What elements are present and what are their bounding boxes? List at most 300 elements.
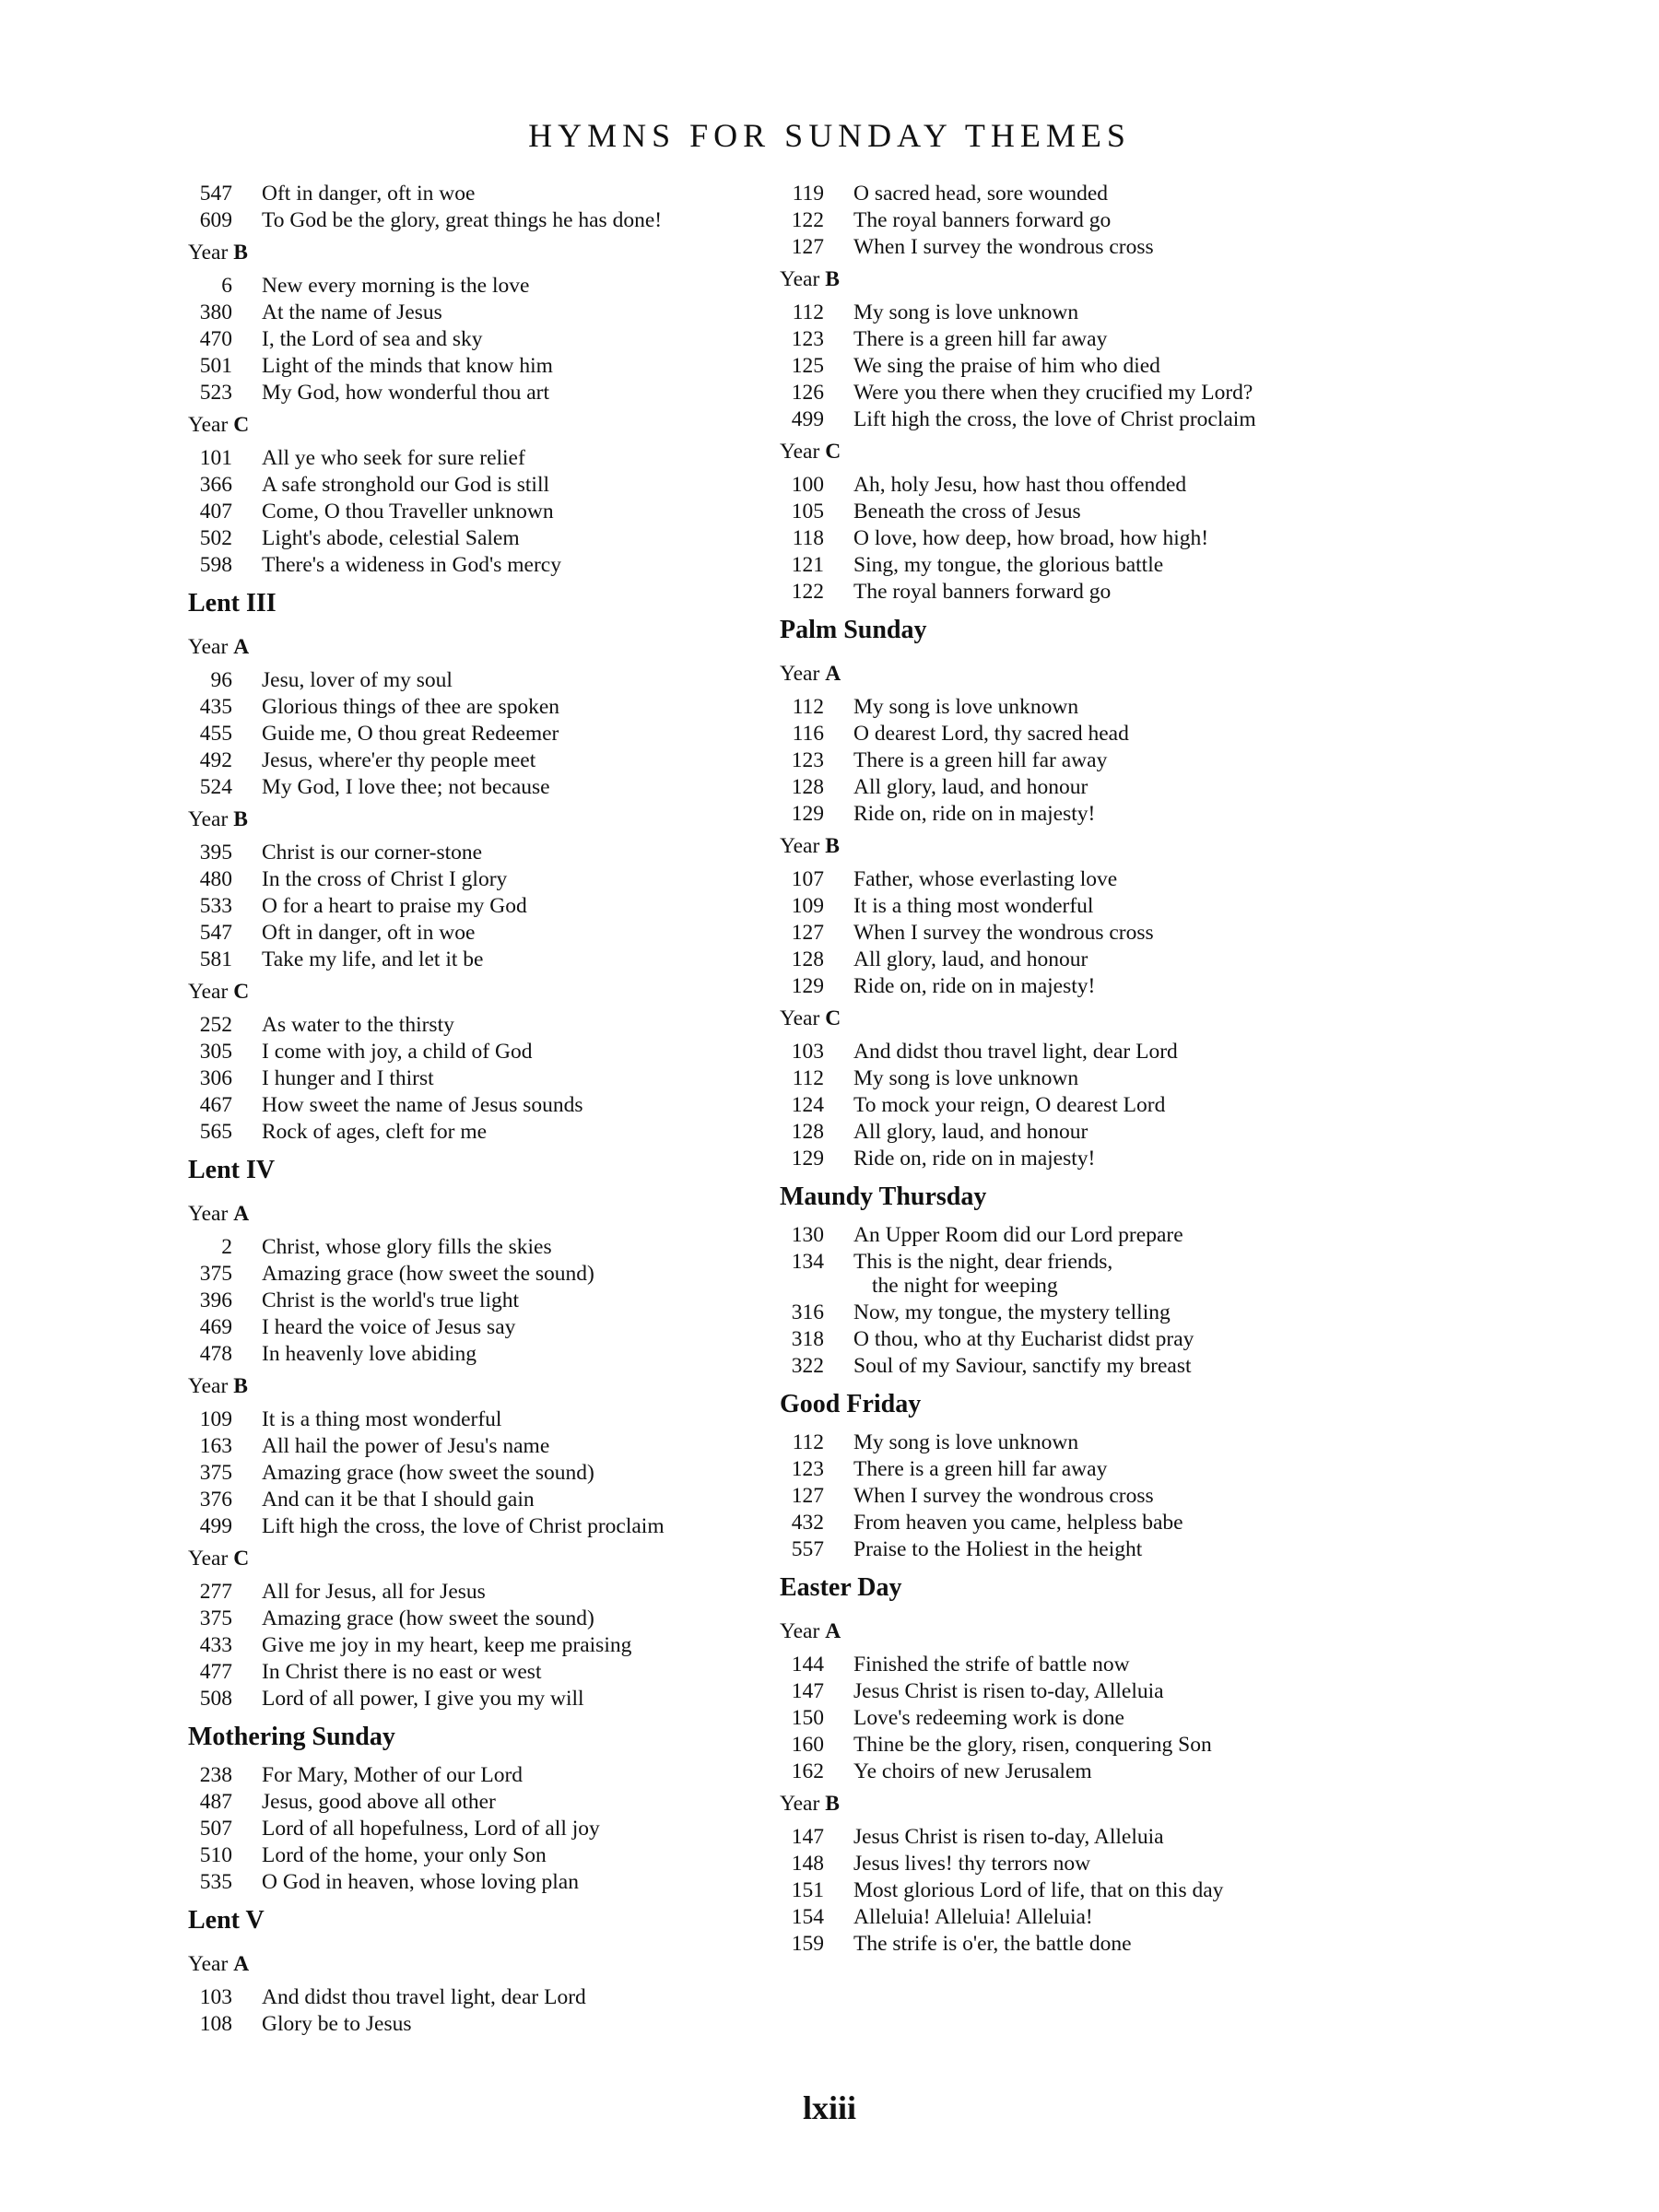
hymn-title: Lift high the cross, the love of Christ proclaim — [262, 1514, 665, 1538]
hymn-number: 501 — [199, 354, 232, 378]
hymn-title: Amazing grace (how sweet the sound) — [262, 1262, 594, 1286]
hymn-title: O dearest Lord, thy sacred head — [853, 722, 1129, 746]
hymn-entry — [188, 1869, 778, 1896]
hymn-number: 507 — [199, 1817, 232, 1841]
hymn-list — [188, 273, 778, 406]
hymn-entry — [188, 1984, 778, 2011]
hymn-list — [780, 1039, 1370, 1172]
hymn-title: At the name of Jesus — [262, 300, 442, 324]
hymn-number: 480 — [199, 867, 232, 891]
hymn-entry — [188, 1039, 778, 1065]
hymn-number: 396 — [199, 1288, 232, 1312]
year-prefix: Year — [188, 241, 229, 265]
hymn-title: Were you there when they crucified my Lord? — [853, 381, 1253, 405]
hymn-title: New every morning is the love — [262, 274, 530, 298]
year-label — [188, 1946, 778, 1983]
section-heading: Lent V — [188, 1906, 265, 1935]
hymn-list — [188, 1406, 778, 1540]
hymn-entry — [780, 893, 1370, 920]
hymn-entry — [188, 1119, 778, 1146]
hymn-number: 508 — [199, 1687, 232, 1711]
hymn-list — [188, 1012, 778, 1146]
year-label — [188, 1368, 778, 1405]
hymn-entry — [780, 973, 1370, 1000]
hymn-list — [188, 840, 778, 973]
hymn-entry-continuation — [780, 1273, 1370, 1300]
hymn-title: And didst thou travel light, dear Lord — [853, 1040, 1178, 1064]
hymn-number: 318 — [791, 1327, 824, 1351]
hymn-entry — [188, 1513, 778, 1540]
hymn-title: To God be the glory, great things he has done! — [262, 208, 663, 232]
hymn-entry — [188, 326, 778, 353]
hymn-number: 103 — [791, 1040, 824, 1064]
hymn-title: I hunger and I thirst — [262, 1066, 434, 1090]
hymn-title: Jesus Christ is risen to-day, Alleluia — [853, 1825, 1164, 1849]
hymn-number: 127 — [791, 1484, 824, 1508]
hymn-number: 609 — [199, 208, 232, 232]
section-heading: Easter Day — [780, 1573, 902, 1602]
hymn-number: 124 — [791, 1093, 824, 1117]
hymn-number: 376 — [199, 1488, 232, 1512]
hymn-list — [780, 1222, 1370, 1380]
hymn-title: Soul of my Saviour, sanctify my breast — [853, 1354, 1192, 1378]
hymn-number: 109 — [791, 894, 824, 918]
hymn-title: This is the night, dear friends, — [853, 1250, 1113, 1274]
hymn-number: 127 — [791, 235, 824, 259]
hymn-entry — [780, 1119, 1370, 1146]
hymn-title: Jesus lives! thy terrors now — [853, 1852, 1091, 1876]
hymn-list — [188, 667, 778, 801]
hymn-title: Christ is our corner-stone — [262, 841, 483, 865]
hymn-title: My God, how wonderful thou art — [262, 381, 549, 405]
hymn-title: Oft in danger, oft in woe — [262, 921, 476, 945]
year-letter: C — [825, 440, 841, 464]
hymn-list — [188, 1984, 778, 2038]
hymn-entry — [780, 326, 1370, 353]
hymn-number: 524 — [199, 775, 232, 799]
year-label — [188, 1540, 778, 1577]
hymn-number: 147 — [791, 1825, 824, 1849]
year-label — [188, 406, 778, 443]
hymn-entry — [780, 1326, 1370, 1353]
hymn-title: Glory be to Jesus — [262, 2012, 412, 2036]
hymn-entry — [188, 667, 778, 694]
hymn-entry — [188, 1606, 778, 1632]
hymn-number: 130 — [791, 1223, 824, 1247]
hymn-entry — [780, 1877, 1370, 1904]
year-prefix: Year — [780, 267, 820, 291]
hymn-entry — [780, 866, 1370, 893]
hymn-entry — [780, 1510, 1370, 1536]
hymn-entry — [188, 1288, 778, 1314]
hymn-title: Father, whose everlasting love — [853, 867, 1118, 891]
hymn-number: 510 — [199, 1843, 232, 1867]
hymn-title: To mock your reign, O dearest Lord — [853, 1093, 1166, 1117]
hymn-number: 163 — [199, 1434, 232, 1458]
hymn-entry — [780, 1249, 1370, 1276]
hymn-list — [780, 866, 1370, 1000]
hymn-number: 103 — [199, 1985, 232, 2009]
hymn-number: 407 — [199, 500, 232, 524]
hymn-title: Jesu, lover of my soul — [262, 668, 453, 692]
hymn-entry — [188, 445, 778, 472]
hymn-title: In Christ there is no east or west — [262, 1660, 542, 1684]
year-prefix: Year — [188, 807, 229, 831]
hymn-entry — [188, 840, 778, 866]
hymn-number: 159 — [791, 1932, 824, 1956]
hymn-number: 375 — [199, 1461, 232, 1485]
hymn-entry — [780, 1851, 1370, 1877]
hymn-number: 118 — [792, 526, 824, 550]
hymn-entry — [780, 1705, 1370, 1732]
hymn-title: Sing, my tongue, the glorious battle — [853, 553, 1164, 577]
hymn-number: 116 — [792, 722, 824, 746]
hymn-entry — [780, 207, 1370, 234]
year-letter: A — [233, 635, 250, 659]
hymn-number: 478 — [199, 1342, 232, 1366]
hymn-title: And didst thou travel light, dear Lord — [262, 1985, 586, 2009]
hymn-title: We sing the praise of him who died — [853, 354, 1160, 378]
hymn-entry — [780, 1652, 1370, 1678]
hymn-entry — [780, 801, 1370, 828]
year-label — [780, 1000, 1370, 1037]
hymn-title: Lift high the cross, the love of Christ proclaim — [853, 407, 1256, 431]
hymn-entry — [188, 1686, 778, 1712]
hymn-title: O love, how deep, how broad, how high! — [853, 526, 1209, 550]
hymn-entry — [780, 552, 1370, 579]
hymn-number: 547 — [199, 921, 232, 945]
hymn-number: 126 — [791, 381, 824, 405]
hymn-number: 277 — [199, 1580, 232, 1604]
year-letter: B — [233, 1374, 248, 1398]
hymn-title: Come, O thou Traveller unknown — [262, 500, 554, 524]
hymn-entry — [188, 1659, 778, 1686]
hymn-entry — [780, 406, 1370, 433]
hymn-entry — [780, 380, 1370, 406]
hymn-number: 96 — [210, 668, 232, 692]
hymn-list — [188, 1762, 778, 1896]
hymn-title: A safe stronghold our God is still — [262, 473, 550, 497]
hymn-entry — [780, 1065, 1370, 1092]
hymn-list — [188, 1579, 778, 1712]
hymn-title: O sacred head, sore wounded — [853, 182, 1109, 206]
hymn-entry — [188, 1816, 778, 1842]
hymn-number: 100 — [791, 473, 824, 497]
hymn-title: All glory, laud, and honour — [853, 1120, 1088, 1144]
hymn-number: 533 — [199, 894, 232, 918]
year-label — [188, 973, 778, 1010]
year-label — [780, 1613, 1370, 1650]
hymn-number: 470 — [199, 327, 232, 351]
year-letter: A — [825, 662, 841, 686]
hymn-number: 547 — [199, 182, 232, 206]
hymn-entry — [780, 1430, 1370, 1456]
hymn-title: All for Jesus, all for Jesus — [262, 1580, 486, 1604]
hymn-title: Christ is the world's true light — [262, 1288, 520, 1312]
hymn-entry — [188, 774, 778, 801]
hymn-title: When I survey the wondrous cross — [853, 921, 1154, 945]
hymn-list — [780, 1652, 1370, 1785]
hymn-number: 2 — [221, 1235, 232, 1259]
hymn-title: I come with joy, a child of God — [262, 1040, 533, 1064]
hymn-title: All glory, laud, and honour — [853, 775, 1088, 799]
hymn-entry — [780, 472, 1370, 499]
hymn-entry — [780, 1483, 1370, 1510]
hymn-title: All glory, laud, and honour — [853, 947, 1088, 971]
hymn-number: 499 — [199, 1514, 232, 1538]
hymn-title: As water to the thirsty — [262, 1013, 454, 1037]
page-number: lxiii — [802, 2089, 856, 2126]
hymn-title: When I survey the wondrous cross — [853, 1484, 1154, 1508]
hymn-number: 395 — [199, 841, 232, 865]
hymn-title: Love's redeeming work is done — [853, 1706, 1124, 1730]
hymn-entry — [780, 774, 1370, 801]
year-letter: A — [233, 1952, 250, 1976]
hymn-entry — [188, 273, 778, 300]
left-column — [188, 181, 778, 2038]
hymn-entry — [188, 893, 778, 920]
hymn-title: The royal banners forward go — [853, 208, 1112, 232]
hymn-number: 477 — [199, 1660, 232, 1684]
hymn-list — [780, 181, 1370, 261]
hymn-number: 432 — [791, 1511, 824, 1535]
hymn-number: 523 — [199, 381, 232, 405]
hymn-entry — [780, 1039, 1370, 1065]
hymn-entry — [188, 1314, 778, 1341]
hymn-number: 375 — [199, 1606, 232, 1630]
hymn-number: 160 — [791, 1733, 824, 1757]
year-label — [188, 629, 778, 665]
hymn-entry — [780, 1222, 1370, 1249]
hymn-title: My song is love unknown — [853, 695, 1079, 719]
year-prefix: Year — [780, 662, 820, 686]
hymn-title: When I survey the wondrous cross — [853, 235, 1154, 259]
hymn-number: 129 — [791, 974, 824, 998]
hymn-title: Oft in danger, oft in woe — [262, 182, 476, 206]
hymn-number: 502 — [199, 526, 232, 550]
hymn-number: 238 — [199, 1763, 232, 1787]
hymn-title: I heard the voice of Jesus say — [262, 1315, 516, 1339]
hymn-entry — [188, 1341, 778, 1368]
hymn-number: 101 — [199, 446, 232, 470]
hymn-title: Ride on, ride on in majesty! — [853, 1147, 1096, 1171]
hymn-title: Light's abode, celestial Salem — [262, 526, 520, 550]
hymn-title: Jesus Christ is risen to-day, Alleluia — [853, 1679, 1164, 1703]
hymn-title: There is a green hill far away — [853, 748, 1108, 772]
hymn-entry — [780, 920, 1370, 947]
hymn-number: 435 — [199, 695, 232, 719]
hymn-entry — [188, 1092, 778, 1119]
hymn-list — [780, 472, 1370, 606]
year-prefix: Year — [188, 413, 229, 437]
hymn-title: All hail the power of Jesu's name — [262, 1434, 550, 1458]
hymn-title: From heaven you came, helpless babe — [853, 1511, 1183, 1535]
hymn-title: Christ, whose glory fills the skies — [262, 1235, 552, 1259]
hymn-entry — [780, 1536, 1370, 1563]
hymn-entry — [188, 353, 778, 380]
hymn-title: Ride on, ride on in majesty! — [853, 802, 1096, 826]
hymn-number: 105 — [791, 500, 824, 524]
hymn-number: 6 — [221, 274, 232, 298]
hymn-title: In heavenly love abiding — [262, 1342, 477, 1366]
hymn-entry — [188, 1762, 778, 1789]
year-letter: B — [825, 1792, 840, 1816]
hymn-title: Give me joy in my heart, keep me praising — [262, 1633, 632, 1657]
hymn-entry — [188, 1579, 778, 1606]
section-heading: Maundy Thursday — [780, 1182, 987, 1211]
hymn-entry — [188, 747, 778, 774]
hymn-number: 125 — [791, 354, 824, 378]
hymn-entry — [188, 1487, 778, 1513]
hymn-title: Praise to the Holiest in the height — [853, 1537, 1143, 1561]
hymn-title: Alleluia! Alleluia! Alleluia! — [853, 1905, 1093, 1929]
hymn-number: 557 — [791, 1537, 824, 1561]
hymn-entry — [780, 1678, 1370, 1705]
hymn-title: Jesus, where'er thy people meet — [262, 748, 536, 772]
year-prefix: Year — [188, 1374, 229, 1398]
hymn-list — [188, 1234, 778, 1368]
hymn-title: In the cross of Christ I glory — [262, 867, 508, 891]
hymn-title: Glorious things of thee are spoken — [262, 695, 560, 719]
hymn-entry — [188, 380, 778, 406]
year-prefix: Year — [188, 1202, 229, 1226]
hymn-number: 129 — [791, 802, 824, 826]
hymn-title: Most glorious Lord of life, that on this day — [853, 1878, 1224, 1902]
hymn-entry — [188, 2011, 778, 2038]
hymn-number: 108 — [199, 2012, 232, 2036]
hymn-number: 122 — [791, 580, 824, 604]
year-prefix: Year — [780, 834, 820, 858]
hymn-number: 112 — [792, 695, 824, 719]
hymn-title: Ride on, ride on in majesty! — [853, 974, 1096, 998]
year-prefix: Year — [780, 1792, 820, 1816]
year-prefix: Year — [188, 1952, 229, 1976]
hymn-title: The royal banners forward go — [853, 580, 1112, 604]
hymn-title: The strife is o'er, the battle done — [853, 1932, 1132, 1956]
hymn-entry — [188, 1842, 778, 1869]
hymn-title: For Mary, Mother of our Lord — [262, 1763, 524, 1787]
hymn-number: 122 — [791, 208, 824, 232]
hymn-number: 316 — [791, 1300, 824, 1324]
hymn-entry — [188, 1433, 778, 1460]
hymn-number: 455 — [199, 722, 232, 746]
hymn-entry — [188, 1012, 778, 1039]
hymn-number: 128 — [791, 1120, 824, 1144]
hymn-number: 112 — [792, 1430, 824, 1454]
hymn-title: There is a green hill far away — [853, 327, 1108, 351]
hymn-number: 127 — [791, 921, 824, 945]
hymn-number: 151 — [791, 1878, 824, 1902]
hymn-number: 144 — [791, 1653, 824, 1677]
hymn-entry — [188, 525, 778, 552]
hymn-number: 121 — [791, 553, 824, 577]
hymn-entry — [780, 947, 1370, 973]
hymn-entry — [188, 181, 778, 207]
hymn-entry — [188, 721, 778, 747]
hymn-title: Rock of ages, cleft for me — [262, 1120, 488, 1144]
hymn-number: 581 — [199, 947, 232, 971]
hymn-entry — [188, 1789, 778, 1816]
hymn-title: Finished the strife of battle now — [853, 1653, 1130, 1677]
hymn-title: Lord of the home, your only Son — [262, 1843, 547, 1867]
hymn-entry — [780, 234, 1370, 261]
hymn-entry — [780, 1759, 1370, 1785]
hymn-number: 128 — [791, 775, 824, 799]
hymn-number: 119 — [792, 182, 824, 206]
hymn-number: 322 — [791, 1354, 824, 1378]
hymn-title: My song is love unknown — [853, 1066, 1079, 1090]
hymn-entry — [780, 1732, 1370, 1759]
hymn-entry — [780, 181, 1370, 207]
hymn-list — [780, 1430, 1370, 1563]
hymn-list — [780, 694, 1370, 828]
year-label — [780, 1785, 1370, 1822]
hymn-entry — [780, 499, 1370, 525]
hymn-number: 112 — [792, 300, 824, 324]
page-title: HYMNS FOR SUNDAY THEMES — [528, 117, 1131, 154]
hymn-title: O thou, who at thy Eucharist didst pray — [853, 1327, 1194, 1351]
hymn-title: Beneath the cross of Jesus — [853, 500, 1081, 524]
hymn-entry — [780, 1300, 1370, 1326]
hymn-title: Thine be the glory, risen, conquering Son — [853, 1733, 1212, 1757]
hymn-number: 499 — [791, 407, 824, 431]
year-label — [188, 801, 778, 838]
hymn-entry — [188, 920, 778, 947]
hymn-number: 147 — [791, 1679, 824, 1703]
hymn-title: I, the Lord of sea and sky — [262, 327, 483, 351]
year-prefix: Year — [780, 440, 820, 464]
hymn-title: My God, I love thee; not because — [262, 775, 550, 799]
hymn-number: 252 — [199, 1013, 232, 1037]
hymn-entry — [188, 472, 778, 499]
hymn-title: O God in heaven, whose loving plan — [262, 1870, 579, 1894]
hymn-number: 112 — [792, 1066, 824, 1090]
year-letter: B — [825, 834, 840, 858]
year-label — [780, 655, 1370, 692]
hymn-number: 565 — [199, 1120, 232, 1144]
year-letter: C — [233, 413, 250, 437]
year-letter: A — [825, 1619, 841, 1643]
hymn-number: 107 — [791, 867, 824, 891]
year-label — [780, 433, 1370, 470]
year-letter: A — [233, 1202, 250, 1226]
hymn-title: And can it be that I should gain — [262, 1488, 535, 1512]
right-column — [780, 181, 1370, 1958]
hymn-number: 128 — [791, 947, 824, 971]
hymn-title: O for a heart to praise my God — [262, 894, 527, 918]
hymn-number: 123 — [791, 748, 824, 772]
year-prefix: Year — [780, 1006, 820, 1030]
hymn-entry — [780, 1904, 1370, 1931]
year-prefix: Year — [188, 980, 229, 1004]
hymn-title: An Upper Room did our Lord prepare — [853, 1223, 1183, 1247]
hymn-number: 433 — [199, 1633, 232, 1657]
hymn-number: 380 — [199, 300, 232, 324]
hymn-list — [188, 445, 778, 579]
year-letter: C — [233, 1547, 250, 1571]
hymn-title-continuation: the night for weeping — [872, 1274, 1058, 1298]
section-heading: Lent III — [188, 589, 276, 618]
hymn-entry — [780, 721, 1370, 747]
hymn-title: Now, my tongue, the mystery telling — [853, 1300, 1171, 1324]
hymn-entry — [188, 866, 778, 893]
hymn-entry — [780, 525, 1370, 552]
year-letter: C — [233, 980, 250, 1004]
hymn-entry — [188, 1234, 778, 1261]
hymn-number: 129 — [791, 1147, 824, 1171]
hymn-title: Take my life, and let it be — [262, 947, 484, 971]
hymn-title: It is a thing most wonderful — [853, 894, 1094, 918]
